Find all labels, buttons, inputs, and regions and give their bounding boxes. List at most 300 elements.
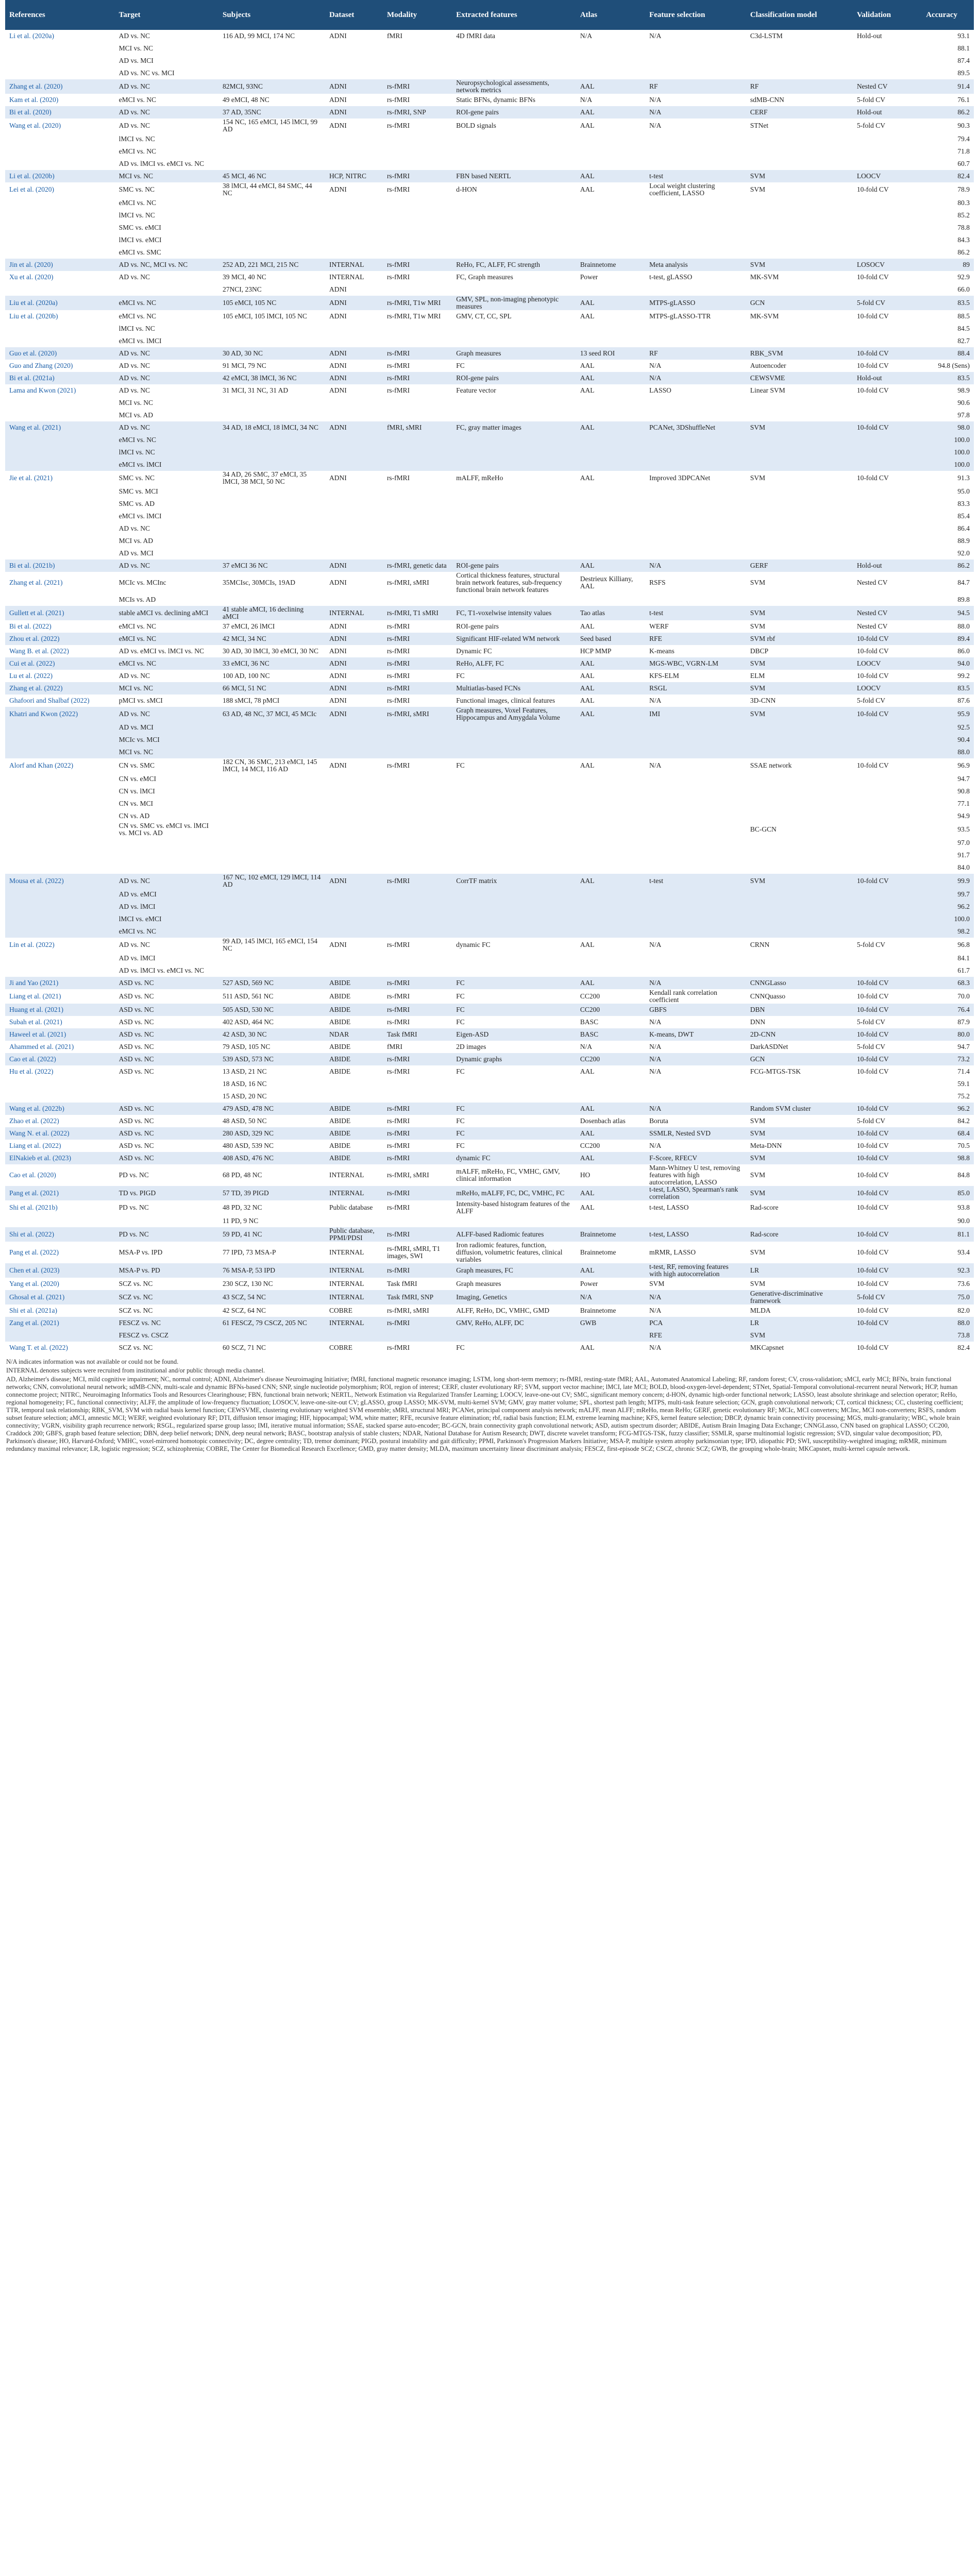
table-cell: AAL — [576, 694, 645, 707]
reference-link[interactable]: Bi et al. (2022) — [5, 620, 115, 633]
table-cell — [383, 547, 452, 560]
table-cell: ADNI — [325, 384, 383, 397]
table-cell: lMCI vs. NC — [115, 209, 218, 222]
table-row — [5, 874, 974, 888]
table-cell — [853, 1078, 922, 1090]
table-cell — [383, 335, 452, 347]
table-cell — [645, 222, 746, 234]
table-cell — [853, 409, 922, 421]
table-cell — [853, 1090, 922, 1103]
table-cell: rs-fMRI — [383, 1263, 452, 1278]
table-cell — [746, 861, 853, 874]
table-cell: 94.0 — [922, 657, 974, 670]
table-cell: AAL — [576, 1127, 645, 1140]
table-cell — [383, 409, 452, 421]
table-cell: SVM — [746, 259, 853, 271]
reference-link[interactable]: Mousa et al. (2022) — [5, 874, 115, 888]
table-cell: rs-fMRI — [383, 1342, 452, 1354]
table-cell — [853, 133, 922, 145]
reference-link[interactable]: Wang B. et al. (2022) — [5, 645, 115, 657]
reference-link[interactable]: Li et al. (2020a) — [5, 30, 115, 42]
reference-link[interactable]: Liang et al. (2022) — [5, 1140, 115, 1152]
table-cell: 66.0 — [922, 283, 974, 296]
table-cell: HCP MMP — [576, 645, 645, 657]
table-cell — [746, 925, 853, 938]
reference-link[interactable]: Pang et al. (2022) — [5, 1242, 115, 1263]
table-cell: 39 MCI, 40 NC — [218, 271, 325, 283]
table-cell — [325, 209, 383, 222]
table-cell: MSA-P vs. PD — [115, 1263, 218, 1278]
reference-link[interactable]: Wang et al. (2022b) — [5, 1103, 115, 1115]
table-cell — [452, 409, 576, 421]
table-cell: 5-fold CV — [853, 938, 922, 952]
table-cell: PD vs. NC — [115, 1200, 218, 1215]
table-cell — [853, 925, 922, 938]
table-cell: rs-fMRI — [383, 1004, 452, 1016]
table-cell: Nested CV — [853, 606, 922, 620]
table-row — [5, 372, 974, 384]
table-cell — [853, 785, 922, 798]
table-cell: Neuropsychological assessments, network metrics — [452, 79, 576, 94]
table-row — [5, 977, 974, 989]
table-cell: 10-fold CV — [853, 1186, 922, 1200]
table-cell: t-test, LASSO — [645, 1227, 746, 1242]
table-cell — [645, 498, 746, 510]
table-cell — [452, 1215, 576, 1227]
reference-link — [5, 158, 115, 170]
table-row — [5, 594, 974, 606]
reference-link — [5, 434, 115, 446]
table-header-row — [5, 0, 974, 30]
reference-link[interactable]: Ahammed et al. (2021) — [5, 1041, 115, 1053]
reference-link[interactable]: Bi et al. (2021a) — [5, 372, 115, 384]
page — [5, 0, 974, 1458]
table-cell — [325, 734, 383, 746]
reference-link[interactable]: Guo and Zhang (2020) — [5, 360, 115, 372]
reference-link[interactable]: Cao et al. (2020) — [5, 1164, 115, 1186]
table-cell — [853, 901, 922, 913]
reference-link[interactable]: Guo et al. (2020) — [5, 347, 115, 360]
table-cell — [452, 459, 576, 471]
table-row — [5, 746, 974, 758]
table-row — [5, 145, 974, 158]
reference-link — [5, 446, 115, 459]
reference-link[interactable]: Wang et al. (2020) — [5, 118, 115, 133]
reference-link[interactable]: Liu et al. (2020a) — [5, 296, 115, 310]
table-cell — [853, 209, 922, 222]
table-cell: SVM — [746, 421, 853, 434]
reference-link — [5, 810, 115, 822]
table-cell: 188 sMCI, 78 pMCI — [218, 694, 325, 707]
table-cell: eMCI vs. lMCI — [115, 510, 218, 522]
table-cell — [576, 222, 645, 234]
table-cell: 92.0 — [922, 547, 974, 560]
table-cell: AAL — [576, 471, 645, 485]
table-row — [5, 1041, 974, 1053]
reference-link[interactable]: Huang et al. (2021) — [5, 1004, 115, 1016]
table-row — [5, 1227, 974, 1242]
table-cell: SSMLR, Nested SVD — [645, 1127, 746, 1140]
table-cell: AD vs. NC — [115, 421, 218, 434]
reference-link[interactable]: Lama and Kwon (2021) — [5, 384, 115, 397]
table-cell: t-test, gLASSO — [645, 271, 746, 283]
table-cell — [325, 246, 383, 259]
table-cell: 93.1 — [922, 30, 974, 42]
table-cell: N/A — [645, 94, 746, 106]
table-cell — [218, 246, 325, 259]
table-cell: ADNI — [325, 657, 383, 670]
table-cell: SCZ vs. NC — [115, 1290, 218, 1304]
table-cell: fMRI, sMRI — [383, 421, 452, 434]
table-cell — [645, 434, 746, 446]
table-cell — [645, 133, 746, 145]
table-cell: Static BFNs, dynamic BFNs — [452, 94, 576, 106]
table-cell — [383, 849, 452, 861]
table-cell: 90.6 — [922, 397, 974, 409]
table-cell — [325, 133, 383, 145]
table-cell — [645, 901, 746, 913]
table-cell — [746, 734, 853, 746]
table-cell: ASD vs. NC — [115, 977, 218, 989]
table-cell — [746, 810, 853, 822]
reference-link[interactable]: Yang et al. (2020) — [5, 1278, 115, 1290]
table-cell — [452, 888, 576, 901]
reference-link[interactable]: Kam et al. (2020) — [5, 94, 115, 106]
table-cell: fMRI — [383, 30, 452, 42]
table-cell: DarkASDNet — [746, 1041, 853, 1053]
reference-link[interactable]: Shi et al. (2022) — [5, 1227, 115, 1242]
table-cell: 5-fold CV — [853, 694, 922, 707]
table-cell: Mann-Whitney U test, removing features with high autocorrelation, LASSO — [645, 1164, 746, 1186]
table-cell — [325, 888, 383, 901]
reference-link[interactable]: Cao et al. (2022) — [5, 1053, 115, 1065]
table-cell: 96.9 — [922, 758, 974, 773]
table-cell — [645, 397, 746, 409]
table-cell — [218, 485, 325, 498]
column-header: Accuracy — [922, 0, 974, 30]
table-cell: SVM — [746, 620, 853, 633]
table-cell — [383, 283, 452, 296]
table-cell — [218, 409, 325, 421]
column-header: Modality — [383, 0, 452, 30]
table-cell — [383, 901, 452, 913]
table-cell: 91.7 — [922, 849, 974, 861]
table-row — [5, 535, 974, 547]
table-row — [5, 259, 974, 271]
table-cell: RF — [645, 79, 746, 94]
table-cell — [853, 222, 922, 234]
reference-link — [5, 485, 115, 498]
reference-link — [5, 498, 115, 510]
table-cell: CNNGLasso — [746, 977, 853, 989]
table-cell: SMC vs. NC — [115, 182, 218, 197]
reference-link[interactable]: Alorf and Khan (2022) — [5, 758, 115, 773]
reference-link[interactable]: Wang N. et al. (2022) — [5, 1127, 115, 1140]
table-row — [5, 989, 974, 1004]
table-cell — [576, 67, 645, 79]
table-cell: N/A — [645, 694, 746, 707]
table-cell: 230 SCZ, 130 NC — [218, 1278, 325, 1290]
table-cell: SVM — [746, 170, 853, 182]
table-cell: 87.4 — [922, 55, 974, 67]
table-cell — [383, 1329, 452, 1342]
reference-link[interactable]: Subah et al. (2021) — [5, 1016, 115, 1028]
table-cell: FC — [452, 1140, 576, 1152]
table-cell: t-test — [645, 874, 746, 888]
table-cell: ASD vs. NC — [115, 1127, 218, 1140]
reference-link[interactable]: Li et al. (2020b) — [5, 170, 115, 182]
table-cell: rs-fMRI, sMRI — [383, 1164, 452, 1186]
reference-link[interactable]: Haweel et al. (2021) — [5, 1028, 115, 1041]
table-row — [5, 1215, 974, 1227]
table-cell — [576, 952, 645, 964]
table-row — [5, 1200, 974, 1215]
table-cell: CNNQuasso — [746, 989, 853, 1004]
reference-link[interactable]: Shi et al. (2021a) — [5, 1304, 115, 1317]
table-cell — [218, 222, 325, 234]
table-cell: 10-fold CV — [853, 471, 922, 485]
table-cell — [853, 145, 922, 158]
table-cell: NDAR — [325, 1028, 383, 1041]
table-cell: ELM — [746, 670, 853, 682]
reference-link[interactable]: Liang et al. (2021) — [5, 989, 115, 1004]
table-cell — [576, 522, 645, 535]
table-cell: 82.7 — [922, 335, 974, 347]
table-cell — [576, 335, 645, 347]
reference-link[interactable]: Jie et al. (2021) — [5, 471, 115, 485]
table-cell: ABIDE — [325, 977, 383, 989]
table-cell: FBN based NERTL — [452, 170, 576, 182]
table-cell: AAL — [576, 79, 645, 94]
table-cell: 91.3 — [922, 471, 974, 485]
table-cell: eMCI vs. NC — [115, 296, 218, 310]
table-cell: rs-fMRI — [383, 170, 452, 182]
table-cell — [853, 547, 922, 560]
table-cell — [746, 952, 853, 964]
table-cell — [452, 222, 576, 234]
table-cell — [452, 67, 576, 79]
table-cell: ADNI — [325, 560, 383, 572]
table-cell: 86.2 — [922, 246, 974, 259]
table-cell — [383, 535, 452, 547]
table-cell: 15 ASD, 20 NC — [218, 1090, 325, 1103]
table-cell: lMCI vs. NC — [115, 133, 218, 145]
table-cell — [218, 510, 325, 522]
table-cell: Hold-out — [853, 106, 922, 118]
table-cell — [645, 55, 746, 67]
table-row — [5, 271, 974, 283]
table-cell: 511 ASD, 561 NC — [218, 989, 325, 1004]
table-cell: FC — [452, 360, 576, 372]
reference-link[interactable]: Wang et al. (2021) — [5, 421, 115, 434]
table-cell — [383, 785, 452, 798]
table-cell: 84.1 — [922, 952, 974, 964]
table-cell — [645, 810, 746, 822]
table-cell — [325, 498, 383, 510]
table-cell: SCZ vs. NC — [115, 1278, 218, 1290]
table-cell: 48 PD, 32 NC — [218, 1200, 325, 1215]
reference-link[interactable]: Zhao et al. (2022) — [5, 1115, 115, 1127]
table-cell: ALFF-based Radiomic features — [452, 1227, 576, 1242]
table-cell: AAL — [576, 874, 645, 888]
reference-link[interactable]: Xu et al. (2020) — [5, 271, 115, 283]
table-cell: 89.5 — [922, 67, 974, 79]
reference-link[interactable]: Ji and Yao (2021) — [5, 977, 115, 989]
table-cell: AD vs. NC — [115, 874, 218, 888]
reference-link[interactable]: Ghosal et al. (2021) — [5, 1290, 115, 1304]
reference-link[interactable]: Lei et al. (2020) — [5, 182, 115, 197]
table-cell — [645, 594, 746, 606]
table-cell: RFE — [645, 633, 746, 645]
reference-link[interactable]: Zhang et al. (2020) — [5, 79, 115, 94]
table-cell: rs-fMRI, sMRI — [383, 1304, 452, 1317]
table-cell: MK-SVM — [746, 310, 853, 323]
reference-link[interactable]: Lin et al. (2022) — [5, 938, 115, 952]
reference-link[interactable]: Shi et al. (2021b) — [5, 1200, 115, 1215]
table-cell: 505 ASD, 530 NC — [218, 1004, 325, 1016]
table-cell — [746, 913, 853, 925]
table-cell: N/A — [645, 1103, 746, 1115]
table-cell — [853, 446, 922, 459]
table-cell: 90.0 — [922, 1215, 974, 1227]
table-cell — [325, 913, 383, 925]
table-cell: Graph measures, FC — [452, 1263, 576, 1278]
table-cell: AD vs. lMCI — [115, 952, 218, 964]
table-cell: STNet — [746, 118, 853, 133]
reference-link — [5, 837, 115, 849]
table-cell: eMCI vs. NC — [115, 310, 218, 323]
table-cell: Task fMRI — [383, 1028, 452, 1041]
reference-link[interactable]: Chen et al. (2023) — [5, 1263, 115, 1278]
reference-link[interactable]: Zhang et al. (2021) — [5, 572, 115, 594]
table-cell: PCA — [645, 1317, 746, 1329]
table-cell: 99.9 — [922, 874, 974, 888]
table-cell — [645, 459, 746, 471]
reference-link[interactable]: Ghafoori and Shalbaf (2022) — [5, 694, 115, 707]
table-cell — [383, 837, 452, 849]
table-cell — [218, 522, 325, 535]
table-cell — [218, 822, 325, 837]
table-cell — [645, 785, 746, 798]
reference-link[interactable]: Jin et al. (2020) — [5, 259, 115, 271]
reference-link — [5, 1090, 115, 1103]
reference-link[interactable]: Zang et al. (2021) — [5, 1317, 115, 1329]
table-cell — [325, 158, 383, 170]
table-cell: ADNI — [325, 310, 383, 323]
table-cell: rs-fMRI — [383, 259, 452, 271]
reference-link[interactable]: Cui et al. (2022) — [5, 657, 115, 670]
table-cell: 98.0 — [922, 421, 974, 434]
table-cell: 5-fold CV — [853, 296, 922, 310]
table-cell — [383, 158, 452, 170]
table-cell: N/A — [645, 1041, 746, 1053]
table-cell: 61.7 — [922, 964, 974, 977]
reference-link[interactable]: Gullett et al. (2021) — [5, 606, 115, 620]
table-cell: lMCI vs. NC — [115, 323, 218, 335]
table-cell — [325, 822, 383, 837]
table-row — [5, 209, 974, 222]
table-cell: rs-fMRI — [383, 347, 452, 360]
table-cell: 5-fold CV — [853, 1290, 922, 1304]
reference-link[interactable]: Pang et al. (2021) — [5, 1186, 115, 1200]
table-cell: t-test — [645, 170, 746, 182]
table-cell: MTPS-gLASSO-TTR — [645, 310, 746, 323]
reference-link[interactable]: Hu et al. (2022) — [5, 1065, 115, 1078]
reference-link[interactable]: Khatri and Kwon (2022) — [5, 707, 115, 721]
reference-link — [5, 1215, 115, 1227]
table-cell — [853, 42, 922, 55]
table-cell — [576, 746, 645, 758]
table-cell: 82.4 — [922, 1342, 974, 1354]
table-cell — [452, 925, 576, 938]
table-row — [5, 606, 974, 620]
table-cell: mALFF, mReHo, FC, VMHC, GMV, clinical information — [452, 1164, 576, 1186]
table-row — [5, 310, 974, 323]
table-cell: mReHo, mALFF, FC, DC, VMHC, FC — [452, 1186, 576, 1200]
reference-link[interactable]: Zhou et al. (2022) — [5, 633, 115, 645]
table-cell: Random SVM cluster — [746, 1103, 853, 1115]
table-cell: rs-fMRI, genetic data — [383, 560, 452, 572]
table-cell: CN vs. eMCI — [115, 773, 218, 785]
reference-link — [5, 335, 115, 347]
table-cell: AD vs. NC — [115, 79, 218, 94]
table-cell — [746, 746, 853, 758]
column-header: Atlas — [576, 0, 645, 30]
table-cell: rs-fMRI — [383, 471, 452, 485]
reference-link[interactable]: Liu et al. (2020b) — [5, 310, 115, 323]
reference-link[interactable]: ElNakieb et al. (2023) — [5, 1152, 115, 1164]
column-header: References — [5, 0, 115, 30]
table-cell: 10-fold CV — [853, 977, 922, 989]
table-row — [5, 384, 974, 397]
table-cell: ABIDE — [325, 1004, 383, 1016]
reference-link — [5, 145, 115, 158]
table-cell: AAL — [576, 1263, 645, 1278]
reference-link[interactable]: Bi et al. (2021b) — [5, 560, 115, 572]
table-cell: Hold-out — [853, 560, 922, 572]
reference-link[interactable]: Bi et al. (2020) — [5, 106, 115, 118]
table-cell: AAL — [576, 758, 645, 773]
table-row — [5, 222, 974, 234]
table-cell: ABIDE — [325, 1053, 383, 1065]
table-cell — [218, 446, 325, 459]
table-cell: SMC vs. MCI — [115, 485, 218, 498]
table-cell: ADNI — [325, 79, 383, 94]
table-cell: 66 MCI, 51 NC — [218, 682, 325, 694]
table-row — [5, 459, 974, 471]
table-cell — [452, 209, 576, 222]
table-cell: MCIs vs. AD — [115, 594, 218, 606]
reference-link[interactable]: Wang T. et al. (2022) — [5, 1342, 115, 1354]
reference-link[interactable]: Lu et al. (2022) — [5, 670, 115, 682]
table-row — [5, 1242, 974, 1263]
reference-link[interactable]: Zhang et al. (2022) — [5, 682, 115, 694]
table-row — [5, 861, 974, 874]
table-cell: SVM — [746, 1127, 853, 1140]
table-cell: KFS-ELM — [645, 670, 746, 682]
table-cell: 5-fold CV — [853, 1041, 922, 1053]
table-cell: 10-fold CV — [853, 1227, 922, 1242]
table-cell: N/A — [576, 1041, 645, 1053]
table-cell: rs-fMRI — [383, 1140, 452, 1152]
table-cell: TD vs. PIGD — [115, 1186, 218, 1200]
table-cell: AD vs. NC — [115, 118, 218, 133]
table-cell — [218, 145, 325, 158]
table-cell: Feature vector — [452, 384, 576, 397]
table-cell: AD vs. NC vs. MCI — [115, 67, 218, 79]
table-cell: 75.2 — [922, 1090, 974, 1103]
table-cell: dynamic FC — [452, 1152, 576, 1164]
